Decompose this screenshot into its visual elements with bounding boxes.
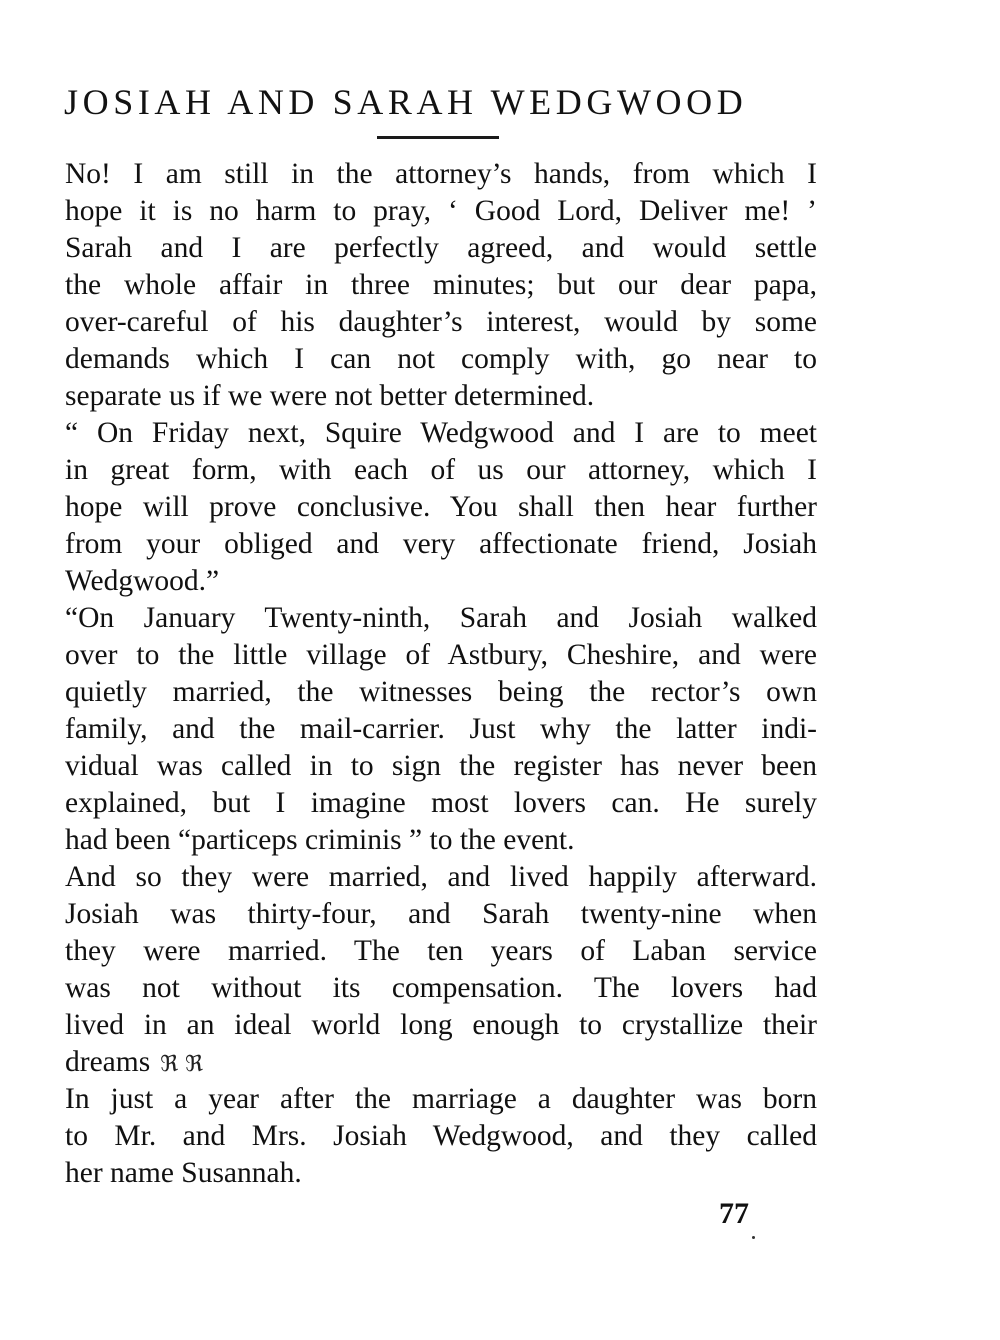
- text-line-content: separate us if we were not better determined.: [65, 380, 595, 412]
- text-line-content: No! I am still in the attorney’s hands, from which I: [65, 158, 817, 190]
- text-line: [65, 1044, 817, 1081]
- text-line-content: in great form, with each of us our attorney, which I: [65, 454, 817, 486]
- text-line: [65, 711, 817, 748]
- text-line: [65, 452, 817, 489]
- text-line-content: In just a year after the marriage a daughter was born: [65, 1083, 817, 1115]
- text-line: [65, 674, 817, 711]
- text-line: [65, 267, 817, 304]
- folio-dot: [752, 1236, 755, 1239]
- running-head: JOSIAH AND SARAH WEDGWOOD: [64, 82, 748, 122]
- text-line: [65, 1007, 817, 1044]
- text-line-content: was not without its compensation. The lovers had: [65, 972, 817, 1004]
- text-line-content: demands which I can not comply with, go near to: [65, 343, 817, 375]
- head-rule: [377, 136, 499, 139]
- text-line-content: the whole affair in three minutes; but our dear papa,: [65, 269, 817, 301]
- text-line: [65, 193, 817, 230]
- text-line-content: to Mr. and Mrs. Josiah Wedgwood, and they called: [65, 1120, 817, 1152]
- paragraph: [65, 600, 817, 859]
- text-line: [65, 600, 817, 637]
- text-line: [65, 378, 817, 415]
- text-line-content: Sarah and I are perfectly agreed, and would settle: [65, 232, 817, 264]
- text-line: [65, 526, 817, 563]
- text-line: [65, 1081, 817, 1118]
- body-text: [65, 156, 817, 1192]
- text-line-content: had been “particeps criminis ” to the event.: [65, 824, 575, 856]
- text-line: [65, 563, 817, 600]
- text-line: [65, 859, 817, 896]
- text-line-content: Wedgwood.”: [65, 565, 220, 597]
- text-line: [65, 896, 817, 933]
- text-line-content: hope will prove conclusive. You shall then hear further: [65, 491, 817, 523]
- roycroft-ornament-icon: ℜ ℜ: [160, 1052, 203, 1077]
- text-line: [65, 489, 817, 526]
- text-line: [65, 156, 817, 193]
- text-line-content: Josiah was thirty-four, and Sarah twenty-nine when: [65, 898, 817, 930]
- paragraph: [65, 156, 817, 415]
- text-line: [65, 415, 817, 452]
- text-line-content: quietly married, the witnesses being the rector’s own: [65, 676, 817, 708]
- text-line: [65, 748, 817, 785]
- paragraph: [65, 1081, 817, 1192]
- text-line: [65, 341, 817, 378]
- text-line: [65, 970, 817, 1007]
- text-line-content: “ On Friday next, Squire Wedgwood and I are to meet: [65, 417, 817, 449]
- text-line: [65, 1118, 817, 1155]
- paragraph: [65, 859, 817, 1081]
- text-line-content: explained, but I imagine most lovers can. He surely: [65, 787, 817, 819]
- text-line-content: vidual was called in to sign the register has never been: [65, 750, 817, 782]
- text-line-content: over-careful of his daughter’s interest, would by some: [65, 306, 817, 338]
- text-line: [65, 1155, 817, 1192]
- text-line-content: family, and the mail-carrier. Just why the latter indi-: [65, 713, 817, 745]
- text-line: [65, 933, 817, 970]
- text-line: [65, 304, 817, 341]
- text-line-content: hope it is no harm to pray, ‘ Good Lord, Deliver me! ’: [65, 195, 817, 227]
- text-line-content: her name Susannah.: [65, 1157, 302, 1189]
- text-line: [65, 822, 817, 859]
- paragraph: [65, 415, 817, 600]
- text-line: [65, 637, 817, 674]
- text-line: [65, 785, 817, 822]
- text-line-content: dreams: [65, 1046, 151, 1078]
- text-line-content: And so they were married, and lived happily afterward.: [65, 861, 817, 893]
- text-line-content: lived in an ideal world long enough to crystallize their: [65, 1009, 817, 1041]
- text-line-content: “On January Twenty-ninth, Sarah and Josiah walked: [65, 602, 817, 634]
- text-line-content: from your obliged and very affectionate friend, Josiah: [65, 528, 817, 560]
- text-line-content: they were married. The ten years of Laban service: [65, 935, 817, 967]
- page-number: 77: [719, 1197, 749, 1230]
- text-line-content: over to the little village of Astbury, Cheshire, and were: [65, 639, 817, 671]
- text-line: [65, 230, 817, 267]
